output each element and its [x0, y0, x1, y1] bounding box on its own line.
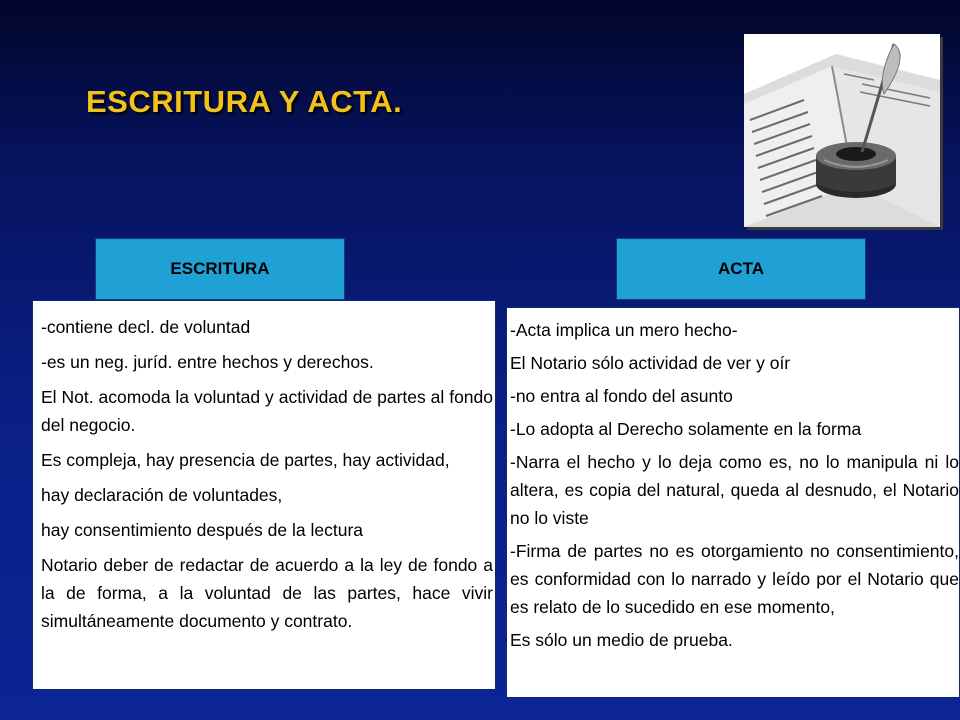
book-and-inkwell-illustration [744, 34, 940, 227]
escritura-description-box [32, 300, 496, 690]
acta-header: ACTA [616, 238, 866, 300]
escritura-line: Es compleja, hay presencia de partes, hay actividad, [41, 450, 450, 470]
acta-line: Es sólo un medio de prueba. [510, 630, 733, 650]
escritura-line: -contiene decl. de voluntad [41, 317, 251, 337]
escritura-line: Notario deber de redactar de acuerdo a la ley de fondo a la de forma, a la voluntad de las partes, hace vivir simultáneamente documento y contrato. [41, 555, 493, 631]
quill-inkwell-icon [744, 34, 940, 227]
escritura-line: El Not. acomoda la voluntad y actividad de partes al fondo del negocio. [41, 387, 493, 435]
escritura-line: hay consentimiento después de la lectura [41, 520, 364, 540]
escritura-line: hay declaración de voluntades, [41, 485, 283, 505]
acta-line: -Lo adopta al Derecho solamente en la forma [510, 419, 862, 439]
acta-line: -Firma de partes no es otorgamiento no consentimiento, es conformidad con lo narrado y leído por el Notario que es relato de lo sucedido en ese momento, [510, 541, 959, 617]
acta-description-box [506, 307, 960, 698]
acta-line: -Narra el hecho y lo deja como es, no lo manipula ni lo altera, es copia del natural, queda al desnudo, el Notario no lo viste [510, 452, 959, 528]
slide-title: ESCRITURA Y ACTA. [86, 84, 403, 119]
escritura-line: -es un neg. juríd. entre hechos y derechos. [41, 352, 374, 372]
acta-line: El Notario sólo actividad de ver y oír [510, 353, 791, 373]
escritura-header: ESCRITURA [95, 238, 345, 300]
acta-line: -Acta implica un mero hecho- [510, 320, 738, 340]
acta-line: -no entra al fondo del asunto [510, 386, 733, 406]
